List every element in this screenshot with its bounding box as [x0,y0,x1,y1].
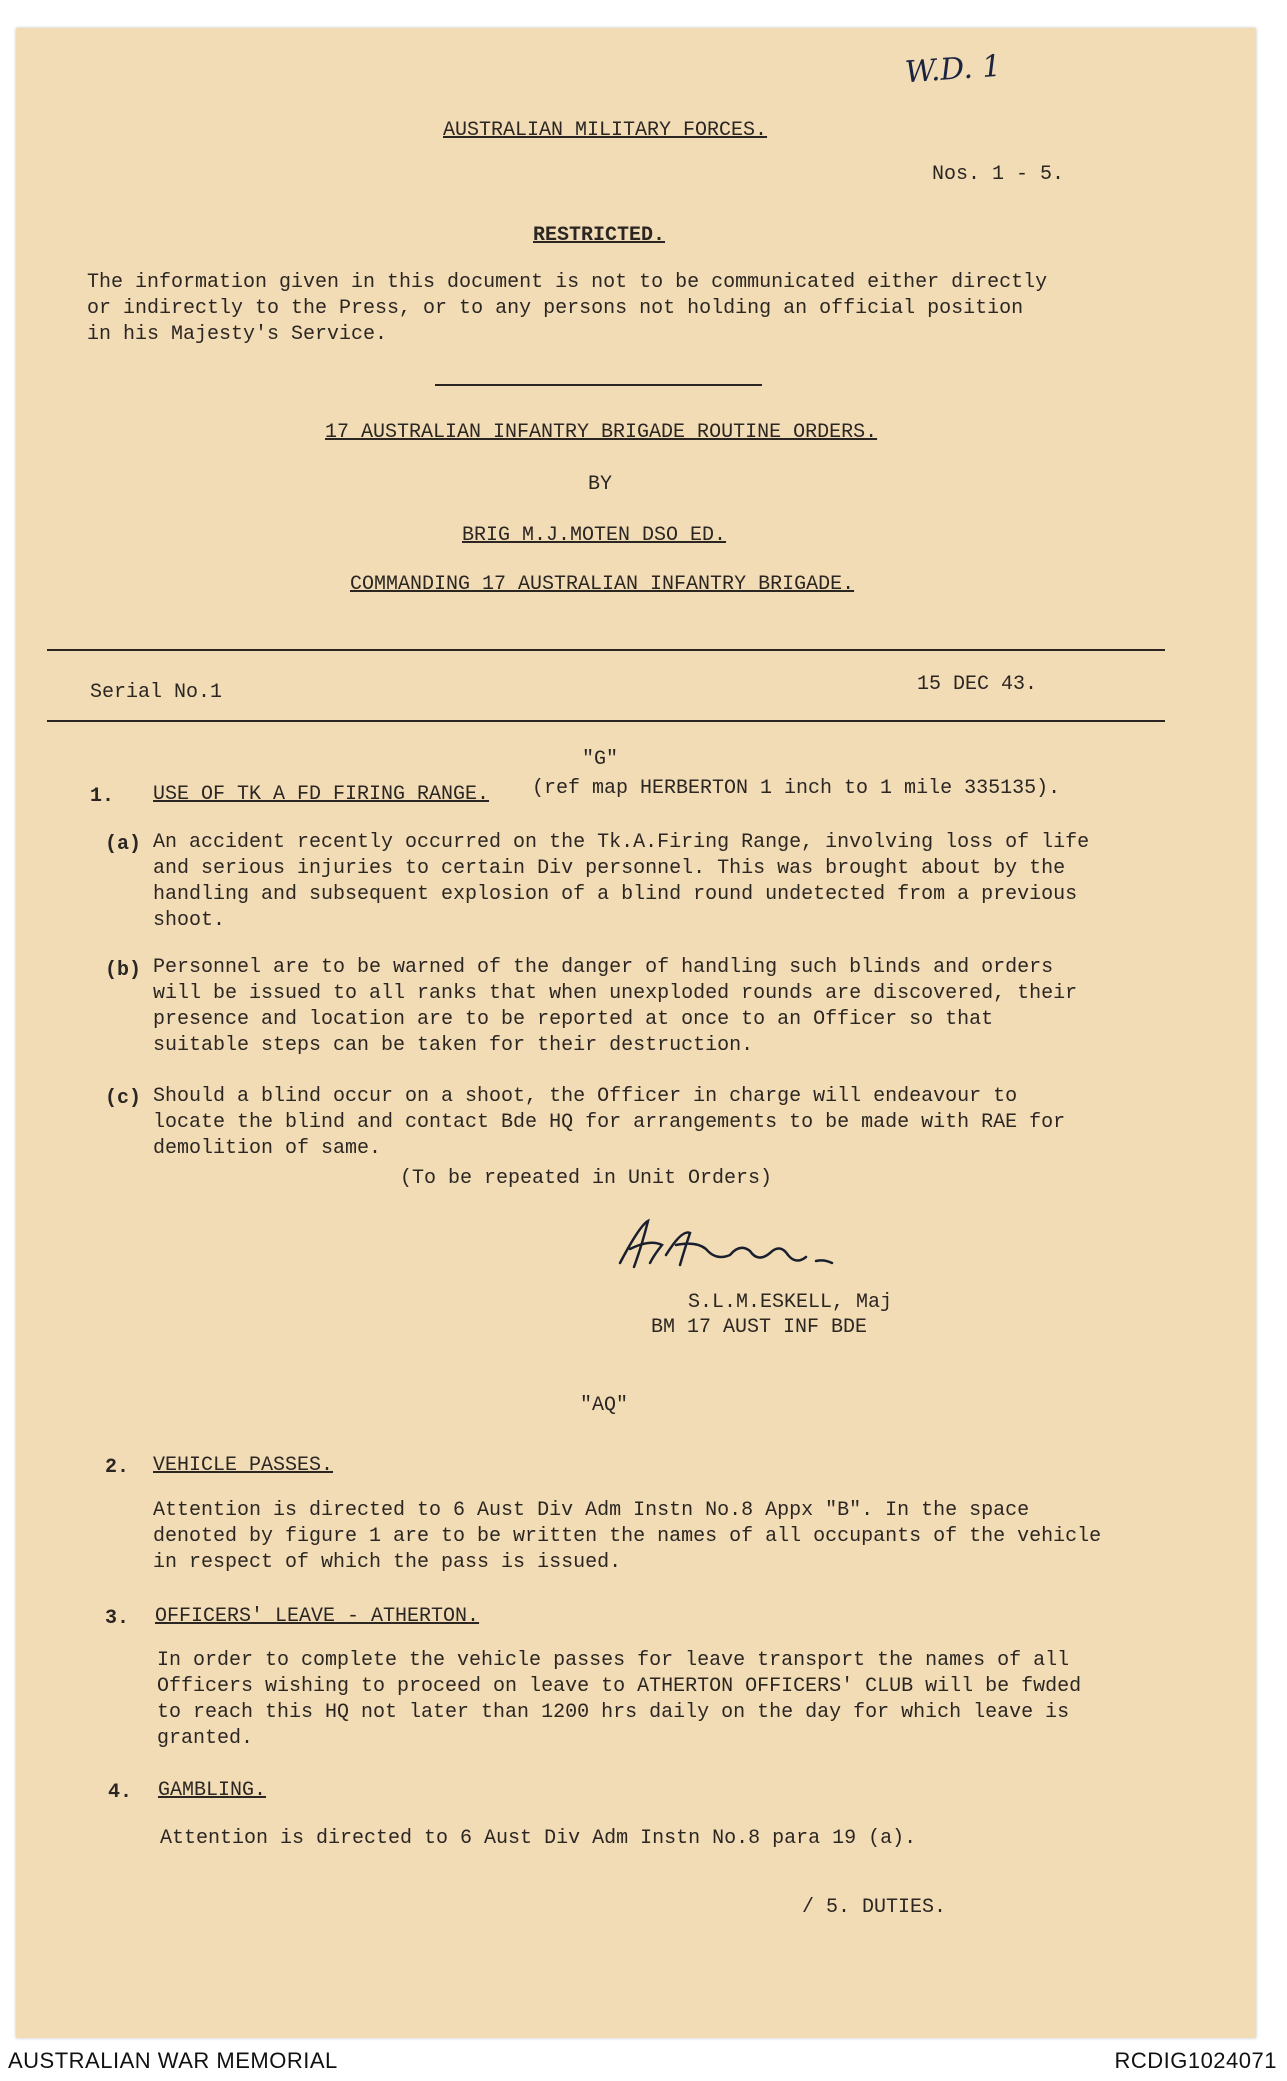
repeat-note: (To be repeated in Unit Orders) [400,1167,773,1190]
item-1-reference: (ref map HERBERTON 1 inch to 1 mile 335135). [532,777,1061,800]
divider-short [435,384,762,386]
item-1c-text: Should a blind occur on a shoot, the Officer in charge will endeavour to locate the blind and contact Bde HQ for arrangements to be made with RAE for demolition of same. [153,1085,1066,1160]
footer-record-id: RCDIG1024071 [1114,2048,1277,2073]
order-numbers: Nos. 1 - 5. [932,163,1065,186]
forces-heading: AUSTRALIAN MILITARY FORCES. [443,119,768,142]
item-1b-text: Personnel are to be warned of the danger of handling such blinds and orders will be issued to all ranks that when unexploded rounds are discovered, their presence and location are to be reported at once to an Officer so that suitable steps can be taken for their destruction. [153,956,1078,1057]
item-3-heading: OFFICERS' LEAVE - ATHERTON. [155,1605,480,1628]
item-4-number: 4. [108,1781,133,1804]
item-1a-text: An accident recently occurred on the Tk.A.Firing Range, involving loss of life and serious injuries to certain Div personnel. This was brought about by the handling and subsequent explosion of a blind round undetected from a previous shoot. [153,831,1090,932]
item-2-number: 2. [105,1456,130,1479]
item-1-number: 1. [90,785,115,808]
serial-number: Serial No.1 [90,681,223,704]
signatory-title: BM 17 AUST INF BDE [651,1316,868,1339]
signature-mark [610,1215,870,1275]
item-1c-label: (c) [105,1087,142,1110]
classification-label: RESTRICTED. [533,224,666,247]
item-1-heading: USE OF TK A FD FIRING RANGE. [153,783,490,806]
footer-source: AUSTRALIAN WAR MEMORIAL [8,2048,338,2073]
title-line-2: BRIG M.J.MOTEN DSO ED. [462,524,727,547]
item-2-heading: VEHICLE PASSES. [153,1454,334,1477]
section-aq-label: "AQ" [580,1394,629,1417]
title-by: BY [588,473,613,496]
warning-text: The information given in this document is not to be communicated either directly or indirectly to the Press, or to any persons not holding an official position in his Majesty's Service. [87,271,1048,346]
divider-bottom [47,720,1165,722]
item-4-heading: GAMBLING. [158,1779,267,1802]
handwritten-note: W.D. 1 [903,48,1003,91]
item-2-text: Attention is directed to 6 Aust Div Adm Instn No.8 Appx "B". In the space denoted by figure 1 are to be written the names of all occupants of the vehicle in respect of which the pass is issued. [153,1499,1102,1574]
title-line-1: 17 AUSTRALIAN INFANTRY BRIGADE ROUTINE ORDERS. [325,421,878,444]
item-3-number: 3. [105,1607,130,1630]
item-3-text: In order to complete the vehicle passes for leave transport the names of all Officers wishing to proceed on leave to ATHERTON OFFICERS' CLUB will be fwded to reach this HQ not later than 1200 hrs daily on the day for which leave is granted. [157,1649,1082,1750]
divider-top [47,649,1165,651]
title-line-3: COMMANDING 17 AUSTRALIAN INFANTRY BRIGADE. [350,573,855,596]
signatory-name: S.L.M.ESKELL, Maj [688,1291,893,1314]
item-4-text: Attention is directed to 6 Aust Div Adm Instn No.8 para 19 (a). [160,1827,917,1850]
item-1b-label: (b) [105,959,142,982]
section-g-label: "G" [582,748,619,771]
continuation-note: / 5. DUTIES. [802,1896,947,1919]
order-date: 15 DEC 43. [917,673,1038,696]
item-1a-label: (a) [105,833,142,856]
